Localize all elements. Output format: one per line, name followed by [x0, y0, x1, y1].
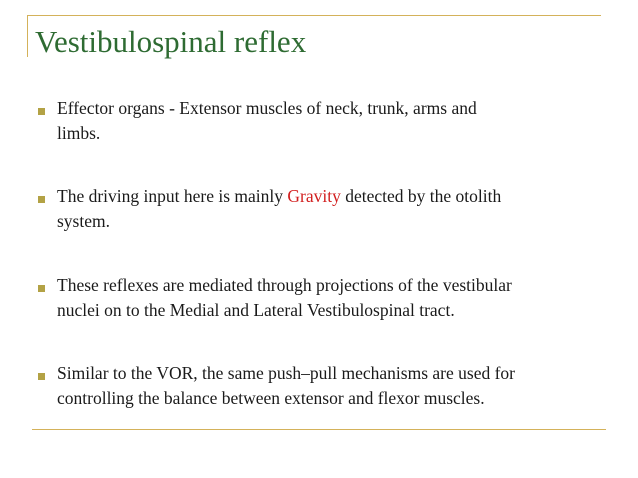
square-bullet-icon [38, 108, 45, 115]
bullet-line: controlling the balance between extensor and flexor muscles. [57, 388, 485, 408]
square-bullet-icon [38, 285, 45, 292]
bullet-text [57, 184, 617, 234]
bullet-line: nuclei on to the Medial and Lateral Vestibulospinal tract. [57, 300, 455, 320]
square-bullet-icon [38, 196, 45, 203]
bullet-text [57, 96, 617, 146]
bullet-line: Similar to the VOR, the same push–pull mechanisms are used for [57, 363, 515, 383]
highlight-gravity: Gravity [287, 186, 341, 206]
bullet-text-segment: detected by the otolith [340, 186, 502, 206]
top-divider [27, 15, 601, 16]
bullet-line [57, 184, 617, 209]
bullet-line: system. [57, 211, 110, 231]
bullet-text [57, 361, 617, 411]
bullet-text-segment: The driving input here is mainly [57, 186, 288, 206]
bullet-text [57, 273, 617, 323]
square-bullet-icon [38, 373, 45, 380]
bottom-divider [32, 429, 606, 430]
bullet-line: These reflexes are mediated through projections of the vestibular [57, 275, 512, 295]
left-divider [27, 15, 28, 57]
bullet-line: Effector organs - Extensor muscles of neck, trunk, arms and [57, 98, 477, 118]
bullet-line: limbs. [57, 123, 101, 143]
slide-title: Vestibulospinal reflex [35, 24, 307, 59]
